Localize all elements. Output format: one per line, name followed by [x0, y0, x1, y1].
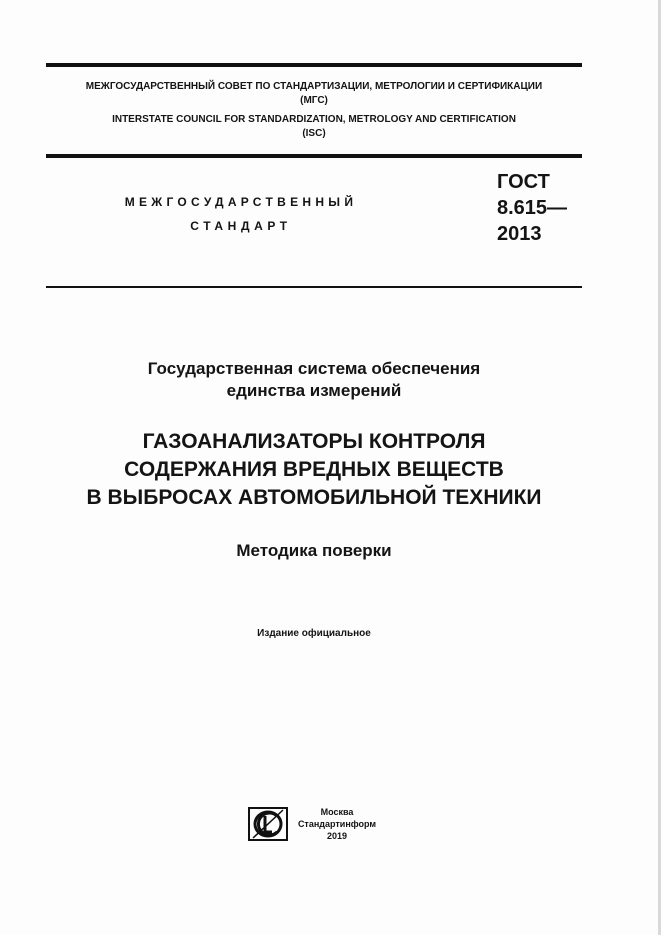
- publisher-year: 2019: [326, 831, 348, 841]
- top-rule: [46, 63, 582, 67]
- council-name-ru-line: МЕЖГОСУДАРСТВЕННЫЙ СОВЕТ ПО СТАНДАРТИЗАЦИИ, МЕТРОЛОГИИ И СЕРТИФИКАЦИИ: [85, 81, 543, 92]
- standard-type: [106, 190, 376, 238]
- document-title-line3: В ВЫБРОСАХ АВТОМОБИЛЬНОЙ ТЕХНИКИ: [86, 486, 542, 509]
- gost-code: ГОСТ: [497, 171, 550, 193]
- system-title-line2: единства измерений: [226, 381, 402, 400]
- publisher-info: [296, 806, 378, 842]
- standard-type-line2: СТАНДАРТ: [190, 219, 292, 233]
- council-abbr-en: (ISC): [302, 128, 326, 139]
- system-title: [46, 358, 582, 402]
- standartinform-logo-icon: [248, 807, 288, 841]
- middle-rule: [46, 154, 582, 158]
- gost-number: 8.615—: [497, 197, 568, 219]
- document-title-line2: СОДЕРЖАНИЯ ВРЕДНЫХ ВЕЩЕСТВ: [124, 458, 504, 481]
- gost-designation: [497, 169, 567, 247]
- publisher-city: Москва: [320, 807, 354, 817]
- council-abbr-ru: (МГС): [300, 95, 328, 106]
- council-name-en-line: INTERSTATE COUNCIL FOR STANDARDIZATION, METROLOGY AND CERTIFICATION: [112, 114, 516, 125]
- council-name-en: [46, 113, 582, 141]
- council-name-ru: [46, 80, 582, 108]
- bottom-rule: [46, 286, 582, 288]
- gost-year: 2013: [497, 223, 542, 245]
- document-title: [46, 428, 582, 512]
- document-title-line1: ГАЗОАНАЛИЗАТОРЫ КОНТРОЛЯ: [142, 430, 486, 453]
- system-title-line1: Государственная система обеспечения: [147, 359, 481, 378]
- document-subtitle: Методика поверки: [236, 541, 392, 560]
- publisher-name: Стандартинформ: [297, 819, 377, 829]
- edition-label: Издание официальное: [257, 628, 371, 639]
- standard-type-line1: МЕЖГОСУДАРСТВЕННЫЙ: [124, 195, 358, 209]
